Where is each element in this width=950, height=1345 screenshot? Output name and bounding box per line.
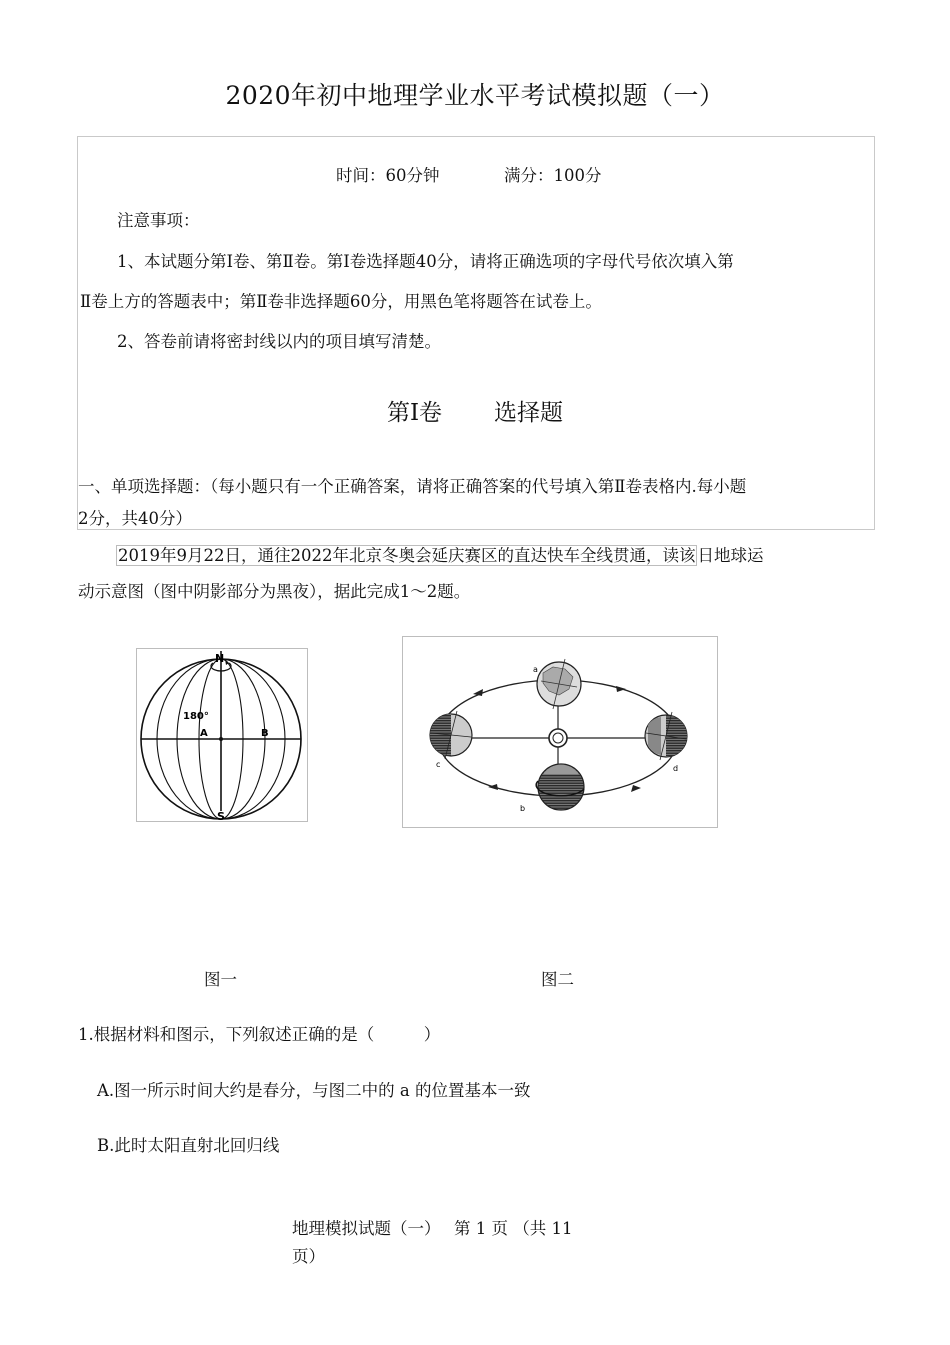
section-title xyxy=(0,394,950,427)
instructions-line-1: 一、单项选择题：（每小题只有一个正确答案，请将正确答案的代号填入第Ⅱ卷表格内.每小题 xyxy=(78,477,747,496)
globe-diagram xyxy=(137,649,307,821)
label-point-b: B xyxy=(261,728,269,739)
label-position-a: a xyxy=(533,665,538,674)
passage-line-1 xyxy=(116,542,763,566)
label-point-a: A xyxy=(200,728,208,739)
footer-page-info-cont: 页） xyxy=(292,1247,325,1266)
passage-text: 2019年9月22日，通往2022年北京冬奥会延庆赛区的直达快车全线贯通，读该 xyxy=(118,546,696,565)
figure-1-caption: 图一 xyxy=(204,970,237,989)
orbit-diagram xyxy=(403,637,717,827)
passage-line-2: 动示意图（图中阴影部分为黑夜），据此完成1～2题。 xyxy=(78,582,471,601)
question-1-stem: 1.根据材料和图示，下列叙述正确的是（ ） xyxy=(78,1025,441,1044)
passage-text-tail: 日地球运 xyxy=(697,546,764,565)
label-position-b: b xyxy=(520,804,526,813)
earth-position-c xyxy=(430,711,472,759)
notice-item-1-line-2: Ⅱ卷上方的答题表中；第Ⅱ卷非选择题60分，用黑色笔将题答在试卷上。 xyxy=(80,292,602,311)
label-south: S xyxy=(217,810,225,821)
sun-icon xyxy=(549,729,567,747)
section-part: 第Ⅰ卷 xyxy=(386,400,443,426)
exam-time: 时间：60分钟 xyxy=(336,166,440,185)
question-1-option-b: B.此时太阳直射北回归线 xyxy=(97,1136,280,1155)
label-position-c: c xyxy=(436,760,441,769)
figure-2-orbit xyxy=(402,636,718,828)
earth-position-d xyxy=(645,712,687,760)
section-name: 选择题 xyxy=(494,400,564,426)
figure-1-globe xyxy=(136,648,308,822)
earth-position-b xyxy=(536,764,584,810)
earth-position-a xyxy=(537,659,581,709)
notice-heading: 注意事项： xyxy=(117,211,200,230)
question-1-option-a: A.图一所示时间大约是春分，与图二中的 a 的位置基本一致 xyxy=(97,1081,531,1100)
notice-item-2: 2、答卷前请将密封线以内的项目填写清楚。 xyxy=(117,332,441,351)
exam-title: 2020年初中地理学业水平考试模拟题（一） xyxy=(225,81,725,110)
label-position-d: d xyxy=(673,764,679,773)
instructions-line-2: 2分，共40分） xyxy=(78,509,192,528)
notice-item-1-line-1: 1、本试题分第Ⅰ卷、第Ⅱ卷。第Ⅰ卷选择题40分，请将正确选项的字母代号依次填入第 xyxy=(117,252,734,271)
exam-full-score: 满分：100分 xyxy=(504,166,602,185)
label-longitude: 180° xyxy=(183,711,209,722)
label-north: N xyxy=(215,652,225,665)
footer-page-info: 地理模拟试题（一） 第 1 页 （共 11 xyxy=(292,1219,573,1238)
figure-2-caption: 图二 xyxy=(541,970,574,989)
